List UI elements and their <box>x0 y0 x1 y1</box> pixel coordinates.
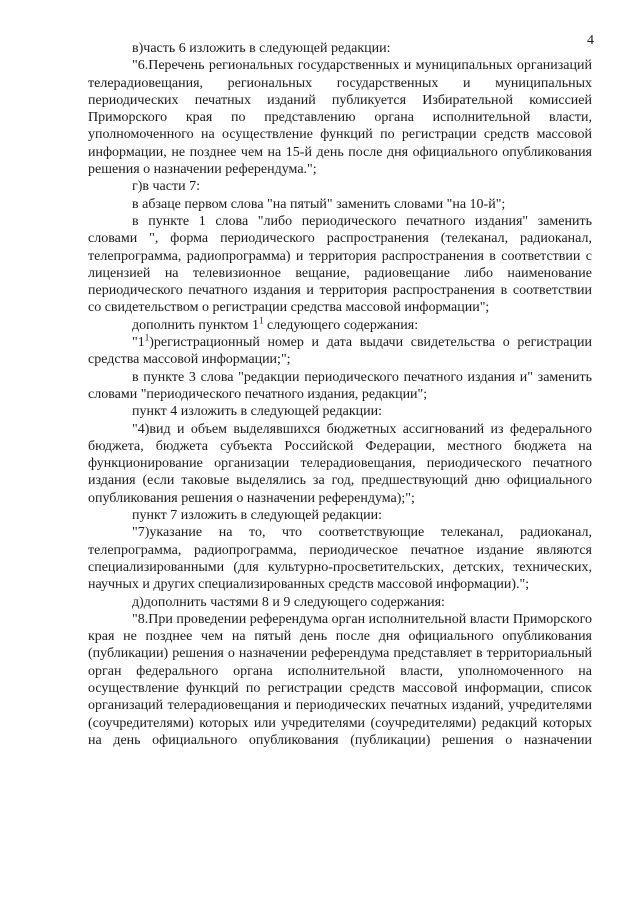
document-body <box>88 40 592 749</box>
paragraph: "8.При проведении референдума орган исполнительной власти Приморского края не позднее чем на пятый день после дня официального опубликования (публикации) решения о назначении референдума представляет в территориальный орган федерального органа исполнительной власти, уполномоченного на осуществление функций по регистрации средств массовой информации, список организаций телерадиовещания и периодических печатных изданий, учредителями (соучредителями) которых или учредителями (соучредителями) редакций которых на день официального опубликования (публикации) решения о назначении <box>88 611 592 748</box>
paragraph: пункт 7 изложить в следующей редакции: <box>132 508 382 524</box>
paragraph: г)в части 7: <box>132 179 200 195</box>
paragraph-text: дополнить пунктом 1 <box>132 317 260 333</box>
paragraph-text: )регистрационный номер и дата выдачи свидетельства о регистрации средства массовой информации;"; <box>88 335 592 368</box>
paragraph: "4)вид и объем выделявшихся бюджетных ассигнований из федерального бюджета, бюджета субъекта Российской Федерации, местного бюджета на функционирование организации телерадиовещания, периодического печатного издания (если таковые выделялись за год, предшествующий дню официального опубликования решения о назначении референдума);"; <box>88 421 592 506</box>
paragraph: "7)указание на то, что соответствующие телеканал, радиоканал, телепрограмма, радиопрограмма, периодическое печатное издание являются специализированными (для культурно-просветительских, детских, технических, научных и других специализированных средств массовой информации)."; <box>88 525 592 593</box>
paragraph: в абзаце первом слова "на пятый" заменить словами "на 10-й"; <box>132 196 506 212</box>
paragraph: в пункте 1 слова "либо периодического печатного издания" заменить словами ", форма периодического распространения (телеканал, радиоканал, телепрограмма, радиопрограмма) и территория распространения в соответствии с лицензией на телевизионное вещание, радиовещание либо наименование периодического печатного издания и территория распространения в соответствии со свидетельством о регистрации средства массовой информации"; <box>88 213 592 316</box>
page-number: 4 <box>587 33 594 48</box>
superscript: 1 <box>259 315 264 326</box>
superscript: 1 <box>144 332 150 343</box>
paragraph: "6.Перечень региональных государственных и муниципальных организаций телерадиовещания, региональных государственных и муниципальных периодических печатных изданий публикуется Избирательной комиссией Приморского края по представлению органа исполнительной власти, уполномоченного на осуществление функций по регистрации средств массовой информации, не позднее чем на 15-й день после дня официального опубликования решения о назначении референдума."; <box>88 58 592 178</box>
paragraph <box>88 317 592 334</box>
paragraph: в)часть 6 изложить в следующей редакции: <box>132 41 391 56</box>
paragraph: пункт 4 изложить в следующей редакции: <box>132 404 382 420</box>
paragraph <box>88 334 592 369</box>
paragraph-text: "1 <box>132 335 145 351</box>
paragraph: в пункте 3 слова "редакции периодического печатного издания и" заменить словами "периодического печатного издания, редакции"; <box>88 369 592 402</box>
paragraph-text: следующего содержания: <box>263 317 419 333</box>
paragraph: д)дополнить частями 8 и 9 следующего содержания: <box>132 594 445 610</box>
